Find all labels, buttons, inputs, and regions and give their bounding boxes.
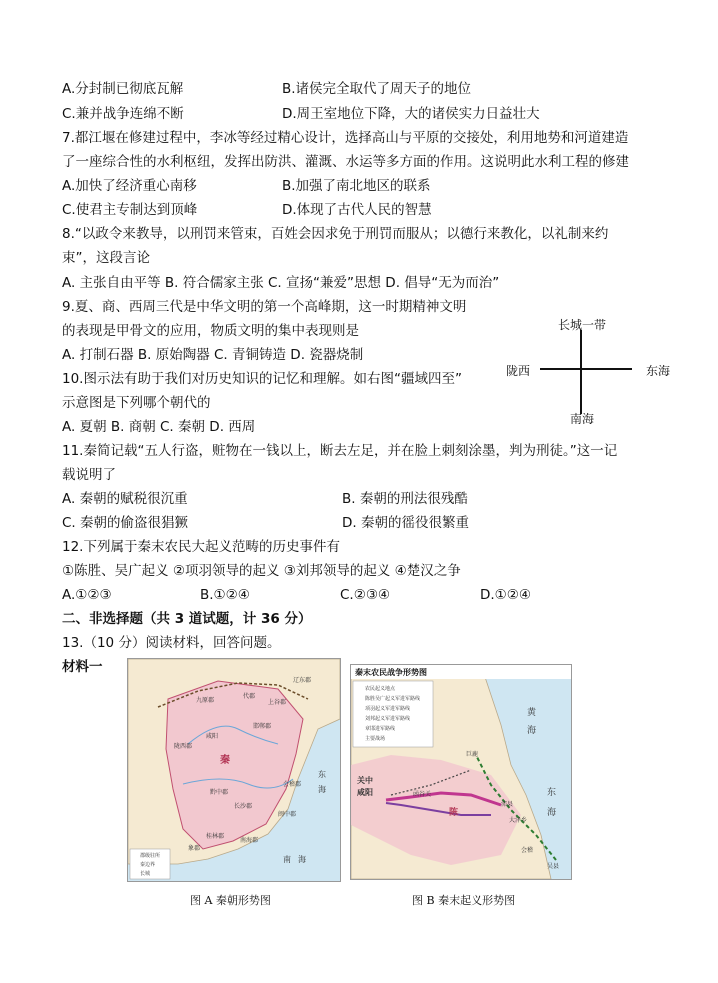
map-a-label: 长沙郡 [234,803,253,810]
q6-option-a: A.分封制已彻底瓦解 [62,81,184,97]
map-a-legend-item: 长城 [140,871,151,877]
map-a-label: 东 [318,770,326,779]
q9-options: A. 打制石器 B. 原始陶器 C. 青铜铸造 D. 瓷器烧制 [62,347,364,363]
map-a-legend-item: 秦边界 [140,862,156,868]
map-b-label: 海 [527,726,537,736]
map-a-label: 海 [318,785,326,794]
map-a-svg [128,659,340,881]
map-a-label: 陇西郡 [174,743,193,750]
q6-option-d: D.周王室地位下降，大的诸侯实力日益壮大 [282,106,540,122]
map-b-uprising [350,664,572,880]
q11-option-a: A. 秦朝的赋税很沉重 [62,491,188,507]
map-b-label: 巨鹿 [466,751,479,758]
map-b-label: 会稽 [521,847,534,854]
map-a-label: 秦 [220,755,230,766]
map-b-label: 大泽乡 [509,817,528,824]
q6-option-b: B.诸侯完全取代了周天子的地位 [282,81,472,97]
q12-stem-line1: 12.下列属于秦末农民大起义范畴的历史事件有 [62,539,340,555]
map-b-label: 陈 [449,808,459,818]
map-a-legend-item: 郡级驻所 [140,853,161,859]
diagram-north-label: 长城一带 [558,318,607,332]
map-a-label: 象郡 [188,845,201,852]
map-b-label: 东 [547,788,557,798]
q8-stem-line1: 8.“以政令来教导，以刑罚来管束，百姓会因求免于刑罚而服从；以德行来教化，以礼制来约 [62,226,609,242]
map-b-label: 函谷关 [413,791,432,798]
q12-stem-line2: ①陈胜、吴广起义 ②项羽领导的起义 ③刘邦领导的起义 ④楚汉之争 [62,563,461,579]
q10-stem-line2: 示意图是下列哪个朝代的 [62,395,211,411]
map-a-label: 九原郡 [196,697,215,704]
q12-option-c: C.②③④ [340,587,391,603]
map-b-label: 咸阳 [357,788,373,797]
map-a-label: 咸阳 [206,733,219,740]
q7-option-c: C.使君主专制达到顶峰 [62,202,198,218]
map-b-label: 黄 [527,708,537,718]
map-a-label: 南海郡 [240,837,259,844]
map-a-label: 代郡 [243,693,256,700]
map-a-label: 上谷郡 [268,699,287,706]
map-a-label: 辽东郡 [293,677,312,684]
map-b-legend-item: 陈胜吴广起义军进军路线 [365,696,421,702]
territory-diagram [500,312,680,432]
diagram-east-label: 东海 [646,364,671,378]
map-a-qin-territory [166,681,303,849]
q7-stem-line2: 了一座综合性的水利枢纽，发挥出防洪、灌溉、水运等多方面的作用。这说明此水利工程的修建 [62,154,629,170]
q12-option-a: A.①②③ [62,587,112,603]
q11-stem-line1: 11.秦简记载“五人行盗，赃物在一钱以上，断去左足，并在脸上刺刻涂墨，判为刑徒。”这一记 [62,443,618,459]
q11-option-b: B. 秦朝的刑法很残酷 [342,491,468,507]
map-a-label: 海 [298,855,306,864]
map-b-legend-item: 项羽起义军进军路线 [365,706,411,712]
map-a-label: 邯郸郡 [253,723,272,730]
q9-stem-line1: 9.夏、商、西周三代是中华文明的第一个高峰期，这一时期精神文明 [62,299,467,315]
map-a-label: 会稽郡 [283,781,302,788]
q13-stem: 13.（10 分）阅读材料，回答问题。 [62,635,281,651]
q11-option-c: C. 秦朝的偷盗很猖獗 [62,515,189,531]
q8-stem-line2: 束”，这段言论 [62,250,150,266]
map-b-label: 沛县 [501,801,514,808]
map-b-title: 秦末农民战争形势图 [355,668,427,677]
map-b-legend-item: 刘邦起义军进军路线 [365,716,411,722]
map-b-legend-item: 农民起义地点 [365,686,396,692]
map-a-label: 黔中郡 [210,789,229,796]
diagram-south-label: 南海 [570,412,595,426]
q9-stem-line2: 的表现是甲骨文的应用，物质文明的集中表现则是 [62,323,359,339]
map-a-caption: 图 A 秦朝形势图 [190,894,271,907]
map-b-label: 吴县 [547,863,560,870]
map-a-label: 桂林郡 [206,833,225,840]
q10-options: A. 夏朝 B. 商朝 C. 秦朝 D. 西周 [62,419,256,435]
map-b-legend-item: 主要战场 [365,736,386,742]
map-b-label: 海 [547,808,557,818]
map-b-label: 关中 [357,776,373,785]
map-b-legend-item: 章邯进军路线 [365,726,396,732]
q7-option-d: D.体现了古代人民的智慧 [282,202,432,218]
q12-option-b: B.①②④ [200,587,250,603]
map-a-label: 闽中郡 [278,811,297,818]
q8-options: A. 主张自由平等 B. 符合儒家主张 C. 宣扬“兼爱”思想 D. 倡导“无为而治” [62,275,500,291]
map-a-label: 南 [283,855,291,864]
q7-option-b: B.加强了南北地区的联系 [282,178,431,194]
q10-stem-line1: 10.图示法有助于我们对历史知识的记忆和理解。如右图“疆域四至” [62,371,462,387]
q7-stem-line1: 7.都江堰在修建过程中，李冰等经过精心设计，选择高山与平原的交接处，利用地势和河道建造 [62,130,629,146]
section-heading: 二、非选择题（共 3 道试题，计 36 分） [62,611,312,627]
q12-option-d: D.①②④ [480,587,531,603]
q7-option-a: A.加快了经济重心南移 [62,178,197,194]
q6-option-c: C.兼并战争连绵不断 [62,106,184,122]
material-label: 材料一 [62,659,103,675]
diagram-vertical-line [580,330,582,414]
diagram-horizontal-line [540,368,632,370]
map-a-qin-dynasty [127,658,341,882]
diagram-west-label: 陇西 [506,364,531,378]
q11-option-d: D. 秦朝的徭役很繁重 [342,515,469,531]
map-b-caption: 图 B 秦末起义形势图 [412,894,516,907]
q11-stem-line2: 载说明了 [62,467,116,483]
